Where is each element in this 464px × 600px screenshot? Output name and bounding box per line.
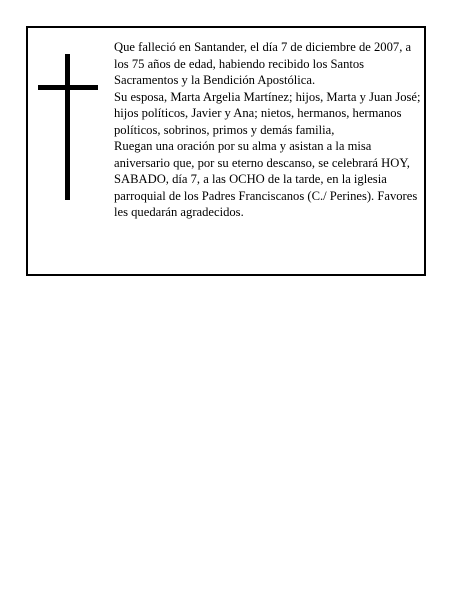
notice-text xyxy=(114,39,424,221)
cross-horizontal-bar xyxy=(38,85,98,90)
notice-paragraph-1: Que falleció en Santander, el día 7 de diciembre de 2007, a los 75 años de edad, habiendo recibido los Santos Sacramentos y la Bendición Apostólica. xyxy=(114,40,412,87)
notice-paragraph-2: Su esposa, Marta Argelia Martínez; hijos, Marta y Juan José; hijos políticos, Javier y Ana; nietos, hermanos, hermanos políticos, sobrinos, primos y demás familia, xyxy=(114,89,421,137)
cross-vertical-bar xyxy=(65,54,70,200)
notice-paragraph-3: Ruegan una oración por su alma y asistan a la misa aniversario que, por su eterno descanso, se celebrará HOY, SABADO, día 7, a las OCHO de la tarde, en la iglesia parroquial de los Padres Franciscanos (C./ Perines). Favores les quedarán agradecidos. xyxy=(114,139,418,219)
cross-icon xyxy=(38,54,98,200)
obituary-notice xyxy=(26,26,426,276)
